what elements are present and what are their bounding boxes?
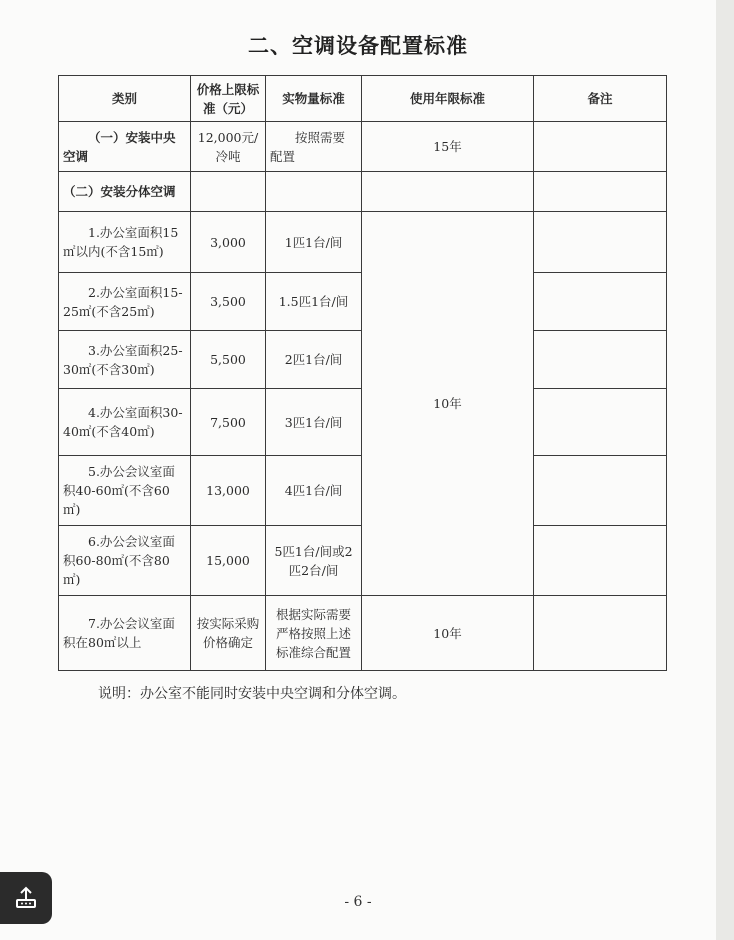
row-price: 3,500 [191, 273, 266, 331]
row-years: 15年 [362, 122, 534, 172]
row-remark [534, 596, 667, 671]
table-row [59, 172, 667, 212]
row-category: 6.办公会议室面积60-80㎡(不含80㎡) [59, 526, 191, 596]
row-remark [534, 331, 667, 389]
row-years [362, 172, 534, 212]
row-remark [534, 389, 667, 456]
row-category: （一）安装中央空调 [59, 122, 191, 172]
row-category: 5.办公会议室面积40-60㎡(不含60㎡) [59, 456, 191, 526]
row-category: （二）安装分体空调 [59, 172, 191, 212]
row-category: 3.办公室面积25-30㎡(不含30㎡) [59, 331, 191, 389]
row-quantity: 按照需要配置 [266, 122, 362, 172]
footnote: 说明：办公室不能同时安装中央空调和分体空调。 [98, 686, 406, 702]
table-row [59, 212, 667, 273]
row-price: 12,000元/冷吨 [191, 122, 266, 172]
row-remark [534, 172, 667, 212]
share-button[interactable] [0, 872, 52, 924]
row-quantity: 1.5匹1台/间 [266, 273, 362, 331]
header-remark: 备注 [534, 76, 667, 122]
table-row [59, 596, 667, 671]
row-remark [534, 456, 667, 526]
row-remark [534, 212, 667, 273]
row-price: 13,000 [191, 456, 266, 526]
row-category: 7.办公会议室面积在80㎡以上 [59, 596, 191, 671]
header-years: 使用年限标准 [362, 76, 534, 122]
row-quantity: 3匹1台/间 [266, 389, 362, 456]
row-quantity: 5匹1台/间或2匹2台/间 [266, 526, 362, 596]
row-quantity: 根据实际需要严格按照上述标准综合配置 [266, 596, 362, 671]
header-price: 价格上限标准（元） [191, 76, 266, 122]
row-price: 15,000 [191, 526, 266, 596]
row-price: 5,500 [191, 331, 266, 389]
row-remark [534, 122, 667, 172]
row-remark [534, 273, 667, 331]
row-quantity: 2匹1台/间 [266, 331, 362, 389]
row-category: 1.办公室面积15㎡以内(不含15㎡) [59, 212, 191, 273]
table-row [59, 122, 667, 172]
row-price: 按实际采购价格确定 [191, 596, 266, 671]
row-price: 3,000 [191, 212, 266, 273]
standards-table [58, 75, 667, 671]
row-category: 2.办公室面积15-25㎡(不含25㎡) [59, 273, 191, 331]
table-header-row [59, 76, 667, 122]
row-years: 10年 [362, 596, 534, 671]
page-edge [716, 0, 734, 940]
header-category: 类别 [59, 76, 191, 122]
row-price: 7,500 [191, 389, 266, 456]
header-quantity: 实物量标准 [266, 76, 362, 122]
row-quantity [266, 172, 362, 212]
share-upload-icon [13, 885, 39, 911]
row-quantity: 1匹1台/间 [266, 212, 362, 273]
row-remark [534, 526, 667, 596]
page-number: - 6 - [344, 894, 372, 910]
row-category: 4.办公室面积30-40㎡(不含40㎡) [59, 389, 191, 456]
merged-years-cell: 10年 [362, 212, 534, 596]
page-title: 二、空调设备配置标准 [248, 34, 468, 58]
row-price [191, 172, 266, 212]
row-quantity: 4匹1台/间 [266, 456, 362, 526]
